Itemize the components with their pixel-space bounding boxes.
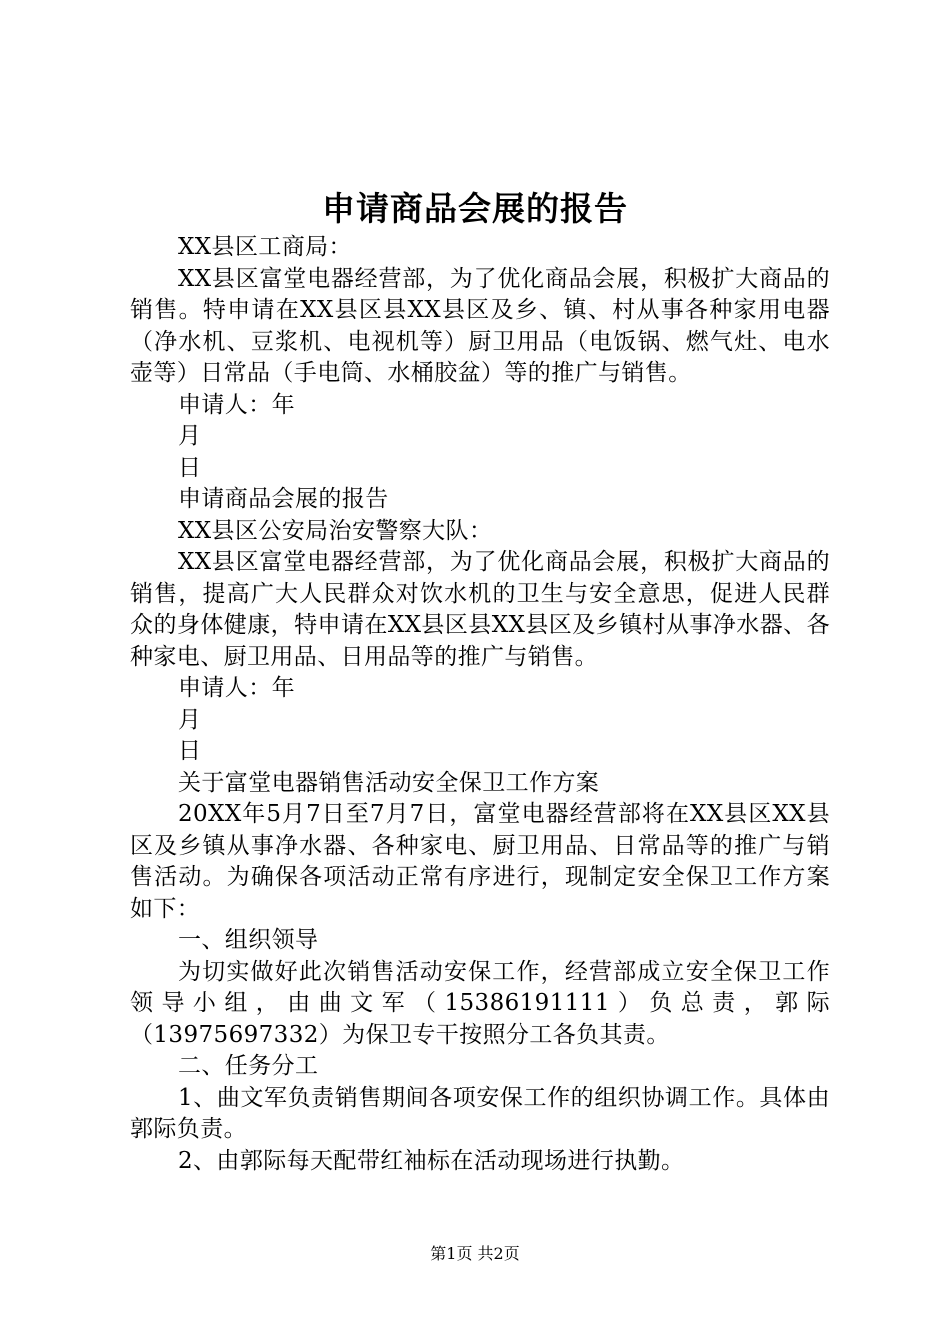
security-plan-heading: 关于富堂电器销售活动安全保卫工作方案 — [178, 769, 600, 796]
organization-paragraph: 为切实做好此次销售活动安保工作，经营部成立安全保卫工作领导小组，由曲文军（15386191111）负总责，郭际（13975697332）为保卫专干按照分工各负其责。 — [130, 958, 830, 1048]
security-plan-intro: 20XX年5月7日至7月7日，富堂电器经营部将在XX县区XX县区及乡镇从事净水器、各种家电、厨卫用品、日常品等的推广与销售活动。为确保各项活动正常有序进行，现制定安全保卫工作方案如下： — [130, 801, 830, 922]
document-body — [130, 232, 830, 1177]
second-report-heading: 申请商品会展的报告 — [178, 486, 389, 512]
task-item-2: 2、由郭际每天配带红袖标在活动现场进行执勤。 — [178, 1147, 685, 1174]
application-paragraph-1: XX县区富堂电器经营部，为了优化商品会展，积极扩大商品的销售。特申请在XX县区县XX县区及乡、镇、村从事各种家用电器（净水机、豆浆机、电视机等）厨卫用品（电饭锅、燃气灶、电水壶等）日常品（手电筒、水桶胶盆）等的推广与销售。 — [130, 265, 830, 386]
document-title: 申请商品会展的报告 — [322, 189, 628, 228]
date-day-line: 日 — [178, 454, 202, 481]
section-heading-organization: 一、组织领导 — [178, 927, 319, 953]
applicant-signature-line: 申请人：年 — [178, 675, 295, 701]
addressee-commerce-bureau: XX县区工商局： — [178, 234, 352, 260]
task-item-1: 1、曲文军负责销售期间各项安保工作的组织协调工作。具体由郭际负责。 — [130, 1084, 830, 1142]
applicant-signature-line: 申请人：年 — [178, 391, 295, 418]
section-heading-tasks: 二、任务分工 — [178, 1053, 319, 1079]
page-footer: 第1页 共2页 — [430, 1244, 520, 1263]
date-month-line: 月 — [178, 423, 202, 449]
date-month-line: 月 — [178, 706, 202, 733]
application-paragraph-2: XX县区富堂电器经营部，为了优化商品会展，积极扩大商品的销售，提高广大人民群众对饮水机的卫生与安全意思，促进人民群众的身体健康，特申请在XX县区县XX县区及乡镇村从事净水器、各种家电、厨卫用品、日用品等的推广与销售。 — [130, 549, 830, 670]
addressee-police-brigade: XX县区公安局治安警察大队： — [178, 517, 493, 544]
date-day-line: 日 — [178, 738, 202, 764]
